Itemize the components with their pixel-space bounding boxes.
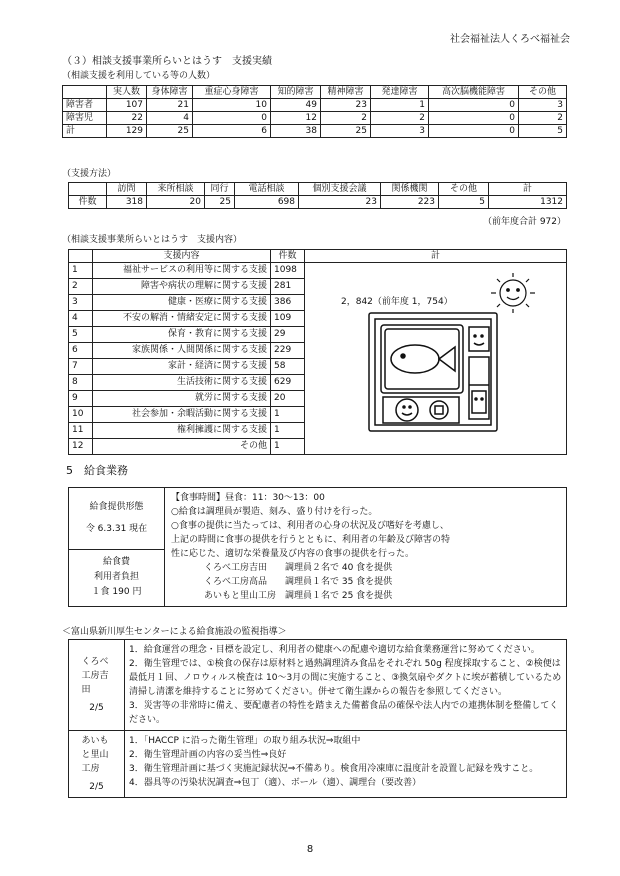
table-cell: 1098	[271, 263, 305, 279]
table-row	[63, 99, 567, 112]
methods-table	[68, 182, 567, 209]
guidance-items	[125, 731, 567, 798]
meal-line: くろべ工房高品 調理員１名で 35 食を提供	[195, 577, 393, 587]
column-header: 発達障害	[371, 86, 429, 99]
facility-name: くろべ工房吉田	[81, 657, 109, 695]
table-cell: 129	[107, 125, 147, 138]
facility-cell	[69, 731, 125, 798]
meal-fee-label: 給食費	[102, 557, 130, 568]
table-cell: 0	[429, 112, 519, 125]
table-cell: 38	[271, 125, 321, 138]
table-cell: 318	[107, 196, 147, 209]
table-cell: 23	[321, 99, 371, 112]
row-label: 計	[63, 125, 107, 138]
meal-line: 【食事時間】昼食：11：30～13：00	[171, 493, 325, 503]
column-header: 電話相談	[235, 183, 299, 196]
row-label: その他	[93, 439, 271, 455]
column-header	[69, 183, 107, 196]
column-header: 知的障害	[271, 86, 321, 99]
row-number: 4	[69, 311, 93, 327]
table-cell: 1	[271, 407, 305, 423]
guidance-item: 4．器具等の汚染状況調査⇒包丁（適）、ボール（適）、調理台（要改善）	[129, 778, 422, 788]
sun-icon	[491, 273, 535, 313]
table-cell: 20	[271, 391, 305, 407]
table-row	[69, 488, 567, 550]
guidance-item: 2．衛生管理計画の内容の妥当性⇒良好	[129, 750, 287, 760]
table-row	[63, 112, 567, 125]
meal-left-cell	[69, 488, 165, 550]
table-row	[63, 125, 567, 138]
meal-line: くろべ工房吉田 調理員２名で 40 食を提供	[195, 563, 393, 573]
guidance-item: 3．衛生管理計画に基づく実施記録状況⇒不備あり。検食用冷凍庫に温度計を設置し記録を残すこと。	[129, 764, 539, 774]
facility-name: あいもと里山工房	[81, 736, 109, 774]
row-label: 保育・教育に関する支援	[93, 327, 271, 343]
guidance-item: 1．給食運営の理念・目標を設定し、利用者の健康への配慮や適切な給食業務運営に努めてください。	[129, 645, 540, 655]
table-cell: 0	[193, 112, 271, 125]
table-cell: 29	[271, 327, 305, 343]
meal-line: あいもと里山工房 調理員１名で 25 食を提供	[195, 591, 393, 601]
tv-body	[369, 313, 497, 431]
row-number: 5	[69, 327, 93, 343]
table-cell: 5	[519, 125, 567, 138]
table-cell: 1312	[489, 196, 567, 209]
row-label: 生活技術に関する支援	[93, 375, 271, 391]
column-header: 支援内容	[93, 250, 271, 263]
table-cell: 10	[193, 99, 271, 112]
row-number: 10	[69, 407, 93, 423]
column-header: その他	[519, 86, 567, 99]
meal-line: 上記の時間に食事の提供を行うとともに、利用者の年齢及び障害の特	[171, 535, 451, 545]
methods-header-row	[69, 183, 567, 196]
column-header: 関係機関	[381, 183, 439, 196]
row-number: 8	[69, 375, 93, 391]
row-label: 家族関係・人間関係に関する支援	[93, 343, 271, 359]
table-cell: 1	[371, 99, 429, 112]
row-label: 就労に関する支援	[93, 391, 271, 407]
meal-form-label: 給食提供形態	[89, 502, 144, 513]
table-cell: 0	[429, 99, 519, 112]
visit-date: 2/5	[89, 782, 104, 792]
table-cell: 12	[271, 112, 321, 125]
row-number: 9	[69, 391, 93, 407]
table-cell: 58	[271, 359, 305, 375]
column-header: 計	[489, 183, 567, 196]
support-header-row	[63, 86, 567, 99]
column-header: 件数	[271, 250, 305, 263]
column-header: その他	[439, 183, 489, 196]
table-row	[69, 640, 567, 731]
row-label: 健康・医療に関する支援	[93, 295, 271, 311]
row-label: 福祉サービスの利用等に関する支援	[93, 263, 271, 279]
column-header: 個別支援会議	[299, 183, 381, 196]
column-header: 重症心身障害	[193, 86, 271, 99]
section-title: 5 給食業務	[66, 464, 128, 477]
meal-line: 性に応じた、適切な栄養量及び内容の食事の提供を行った。	[171, 549, 415, 559]
guidance-item: 3．災害等の非常時に備え、要配慮者の特性を踏まえた備蓄食品の確保や法人内での連携体制を整備してください。	[129, 701, 559, 725]
content-header-row	[69, 250, 567, 263]
table-cell: 109	[271, 311, 305, 327]
methods-prev-year: （前年度合計 972）	[482, 217, 566, 227]
column-header: 精神障害	[321, 86, 371, 99]
column-header: 計	[305, 250, 567, 263]
row-label: 社会参加・余暇活動に関する支援	[93, 407, 271, 423]
guidance-title: ＜富山県新川厚生センターによる給食施設の監視指導＞	[62, 627, 287, 637]
table-cell: 229	[271, 343, 305, 359]
guidance-table	[68, 639, 567, 798]
column-header	[63, 86, 107, 99]
table-cell: 3	[371, 125, 429, 138]
meal-table	[68, 487, 567, 607]
column-header: 来所相談	[147, 183, 205, 196]
row-label: 権利擁護に関する支援	[93, 423, 271, 439]
row-label: 障害や病状の理解に関する支援	[93, 279, 271, 295]
row-number: 1	[69, 263, 93, 279]
support-table	[62, 85, 567, 138]
table-cell: 629	[271, 375, 305, 391]
row-number: 12	[69, 439, 93, 455]
row-number: 7	[69, 359, 93, 375]
methods-title: （支援方法）	[62, 169, 117, 179]
row-label: 件数	[69, 196, 107, 209]
table-cell: 386	[271, 295, 305, 311]
table-cell: 223	[381, 196, 439, 209]
table-cell: 2	[519, 112, 567, 125]
table-cell: 22	[107, 112, 147, 125]
row-number: 2	[69, 279, 93, 295]
meal-content-cell	[165, 488, 567, 607]
table-cell: 25	[321, 125, 371, 138]
table-cell: 25	[205, 196, 235, 209]
column-header	[69, 250, 93, 263]
column-header: 身体障害	[147, 86, 193, 99]
total-cell	[305, 263, 567, 455]
table-row	[69, 731, 567, 798]
meal-price: １食 190 円	[91, 587, 142, 598]
row-label: 不安の解消・情緒安定に関する支援	[93, 311, 271, 327]
table-row	[69, 263, 567, 279]
table-cell: 698	[235, 196, 299, 209]
table-cell: 3	[519, 99, 567, 112]
table-cell: 107	[107, 99, 147, 112]
column-header: 実人数	[107, 86, 147, 99]
table-cell: 23	[299, 196, 381, 209]
guidance-item: 1．「HACCP に沿った衛生管理」の取り組み状況⇒取組中	[129, 736, 361, 746]
table-cell: 20	[147, 196, 205, 209]
table-row	[69, 196, 567, 209]
table-cell: 5	[439, 196, 489, 209]
column-header: 同行	[205, 183, 235, 196]
table-cell: 2	[321, 112, 371, 125]
table-cell: 25	[147, 125, 193, 138]
row-number: 11	[69, 423, 93, 439]
row-label: 家計・経済に関する支援	[93, 359, 271, 375]
tv-illustration	[363, 267, 543, 437]
table-cell: 21	[147, 99, 193, 112]
column-header: 高次脳機能障害	[429, 86, 519, 99]
meal-fee-cell	[69, 549, 165, 606]
table-cell: 281	[271, 279, 305, 295]
table-cell: 4	[147, 112, 193, 125]
table-cell: 2	[371, 112, 429, 125]
total-text: 2，842（前年度 1，754）	[341, 297, 453, 307]
row-label: 障害児	[63, 112, 107, 125]
column-header: 訪問	[107, 183, 147, 196]
page-number: 8	[306, 844, 314, 855]
table-cell: 0	[429, 125, 519, 138]
content-title: （相談支援事業所らいとはうす 支援内容）	[62, 235, 243, 245]
meal-burden-label: 利用者負担	[93, 572, 139, 583]
guidance-items	[125, 640, 567, 731]
table-cell: 49	[271, 99, 321, 112]
row-label: 障害者	[63, 99, 107, 112]
table-cell: 1	[271, 423, 305, 439]
meal-line: ○給食は調理員が製造、刻み、盛り付けを行った。	[171, 507, 378, 517]
row-number: 6	[69, 343, 93, 359]
row-number: 3	[69, 295, 93, 311]
meal-date-label: 令 6.3.31 現在	[85, 524, 148, 535]
content-table	[68, 249, 567, 455]
meal-line: ○食事の提供に当たっては、利用者の心身の状況及び嗜好を考慮し、	[171, 521, 449, 531]
table-cell: 6	[193, 125, 271, 138]
visit-date: 2/5	[89, 703, 104, 713]
support-title: （３）相談支援事業所らいとはうす 支援実績	[62, 56, 272, 67]
support-subtitle: （相談支援を利用している等の人数）	[62, 71, 216, 81]
org-name: 社会福祉法人くろべ福祉会	[450, 34, 570, 45]
guidance-item: 2．衛生管理では、①検食の保存は原材料と過熱調理済み食品をそれぞれ 50g 程度採取すること、②検便は最低月１回、ノロウィルス検査は 10～3月の間に実施すること、③換気扇やダクトに埃が蓄積しているため清掃し清潔を維持することに努めてください。併せて衛生課からの報告を参照してください。	[129, 659, 562, 697]
table-cell: 1	[271, 439, 305, 455]
facility-cell	[69, 640, 125, 731]
